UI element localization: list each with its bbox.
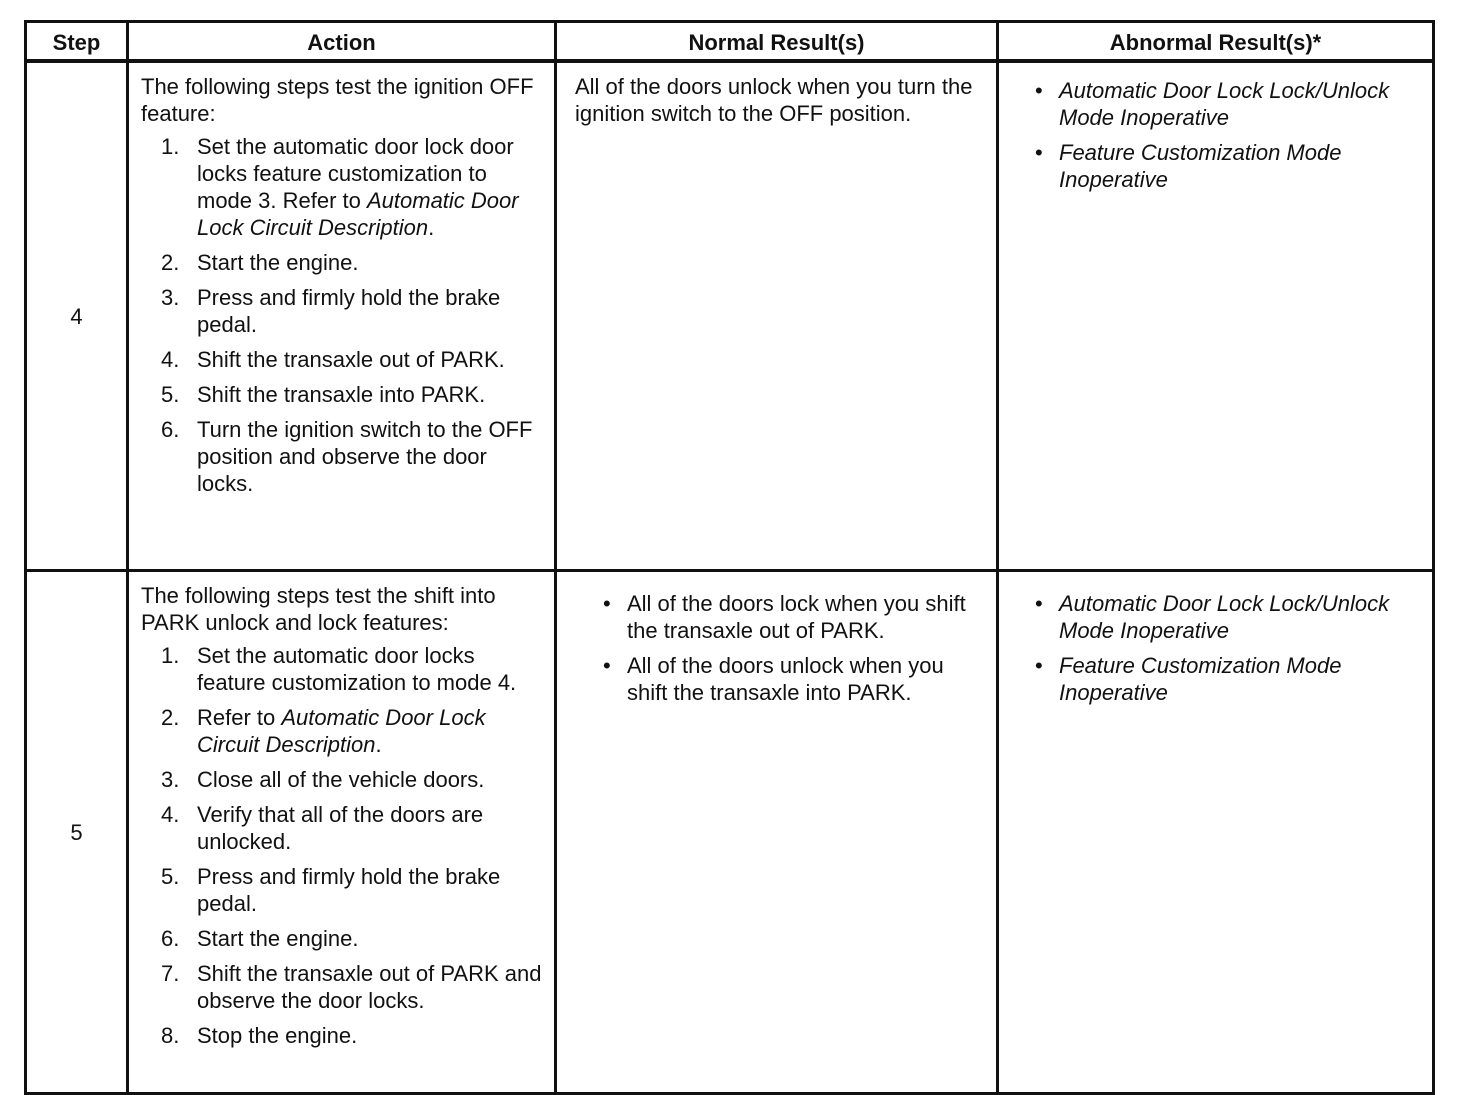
step-text: Start the engine. [197,926,359,951]
action-step [141,284,546,338]
action-intro: The following steps test the shift into PARK unlock and lock features: [141,583,496,635]
normal-result-text: All of the doors unlock when you turn the ignition switch to the OFF position. [575,74,973,126]
step-index: 1. [161,643,180,668]
action-step [141,346,546,373]
step-index: 7. [161,961,180,986]
step-index: 1. [161,134,180,159]
normal-results-list [597,590,988,706]
step-text: Turn the ignition switch to the OFF position and observe the door locks. [197,417,533,496]
bullet-icon: • [1035,591,1043,616]
action-steps-list [141,133,546,497]
header-abnormal-results: Abnormal Result(s)* [998,22,1434,62]
action-step [141,801,546,855]
step-number: 5 [26,571,128,1094]
step-text: Stop the engine. [197,1023,358,1048]
abnormal-result-link: Automatic Door Lock Lock/Unlock Mode Inoperative [1059,591,1390,643]
step-index: 5. [161,382,180,407]
step-index: 5. [161,864,180,889]
action-step [141,1022,546,1049]
step-text: Close all of the vehicle doors. [197,767,485,792]
normal-result-cell [556,571,998,1094]
step-text: Verify that all of the doors are unlocked. [197,802,484,854]
abnormal-result-item [1029,139,1424,193]
action-step [141,642,546,696]
step-index: 2. [161,705,180,730]
step-index: 4. [161,802,180,827]
step-text: Set the automatic door locks feature customization to mode 4. [197,643,517,695]
normal-result-item [597,590,988,644]
action-steps-list [141,642,546,1049]
step-text: Set the automatic door lock door locks feature customization to mode 3. Refer to [197,134,514,213]
bullet-icon: • [1035,653,1043,678]
step-text: Press and firmly hold the brake pedal. [197,864,501,916]
step-index: 6. [161,417,180,442]
table-row-step-4 [26,61,1434,571]
action-cell [128,571,556,1094]
normal-result-item [597,652,988,706]
step-index: 3. [161,285,180,310]
bullet-icon: • [1035,78,1043,103]
action-step [141,416,546,497]
normal-result-text: All of the doors unlock when you shift the transaxle into PARK. [627,653,944,705]
abnormal-result-item [1029,590,1424,644]
table-row-step-5 [26,571,1434,1094]
header-step: Step [26,22,128,62]
step-text: Start the engine. [197,250,359,275]
abnormal-result-item [1029,652,1424,706]
abnormal-result-link: Feature Customization Mode Inoperative [1059,140,1342,192]
step-text: Shift the transaxle out of PARK. [197,347,505,372]
bullet-icon: • [603,591,611,616]
step-text: Press and firmly hold the brake pedal. [197,285,501,337]
abnormal-result-link: Feature Customization Mode Inoperative [1059,653,1342,705]
step-text: Shift the transaxle into PARK. [197,382,486,407]
bullet-icon: • [1035,140,1043,165]
reference-link: Automatic Door Lock Circuit Description [197,188,519,240]
step-index: 6. [161,926,180,951]
action-step [141,863,546,917]
step-index: 2. [161,250,180,275]
diagnostic-table [24,20,1435,1095]
action-step [141,381,546,408]
step-text: Shift the transaxle out of PARK and observe the door locks. [197,961,542,1013]
action-cell [128,61,556,571]
action-step [141,960,546,1014]
header-normal-results: Normal Result(s) [556,22,998,62]
action-step [141,249,546,276]
action-step [141,133,546,241]
abnormal-result-link: Automatic Door Lock Lock/Unlock Mode Inoperative [1059,78,1390,130]
step-index: 4. [161,347,180,372]
normal-result-text: All of the doors lock when you shift the transaxle out of PARK. [627,591,966,643]
action-step [141,925,546,952]
step-text: Refer to [197,705,282,730]
step-number: 4 [26,61,128,571]
step-index: 8. [161,1023,180,1048]
abnormal-results-list [1029,77,1424,193]
action-step [141,704,546,758]
reference-link: Automatic Door Lock Circuit Description [197,705,486,757]
header-action: Action [128,22,556,62]
step-index: 3. [161,767,180,792]
step-text-end: . [428,215,435,240]
action-step [141,766,546,793]
abnormal-result-cell [998,61,1434,571]
abnormal-result-item [1029,77,1424,131]
header-row [26,22,1434,62]
normal-result-cell [556,61,998,571]
bullet-icon: • [603,653,611,678]
abnormal-results-list [1029,590,1424,706]
action-intro: The following steps test the ignition OFF feature: [141,74,534,126]
step-text-end: . [375,732,382,757]
abnormal-result-cell [998,571,1434,1094]
